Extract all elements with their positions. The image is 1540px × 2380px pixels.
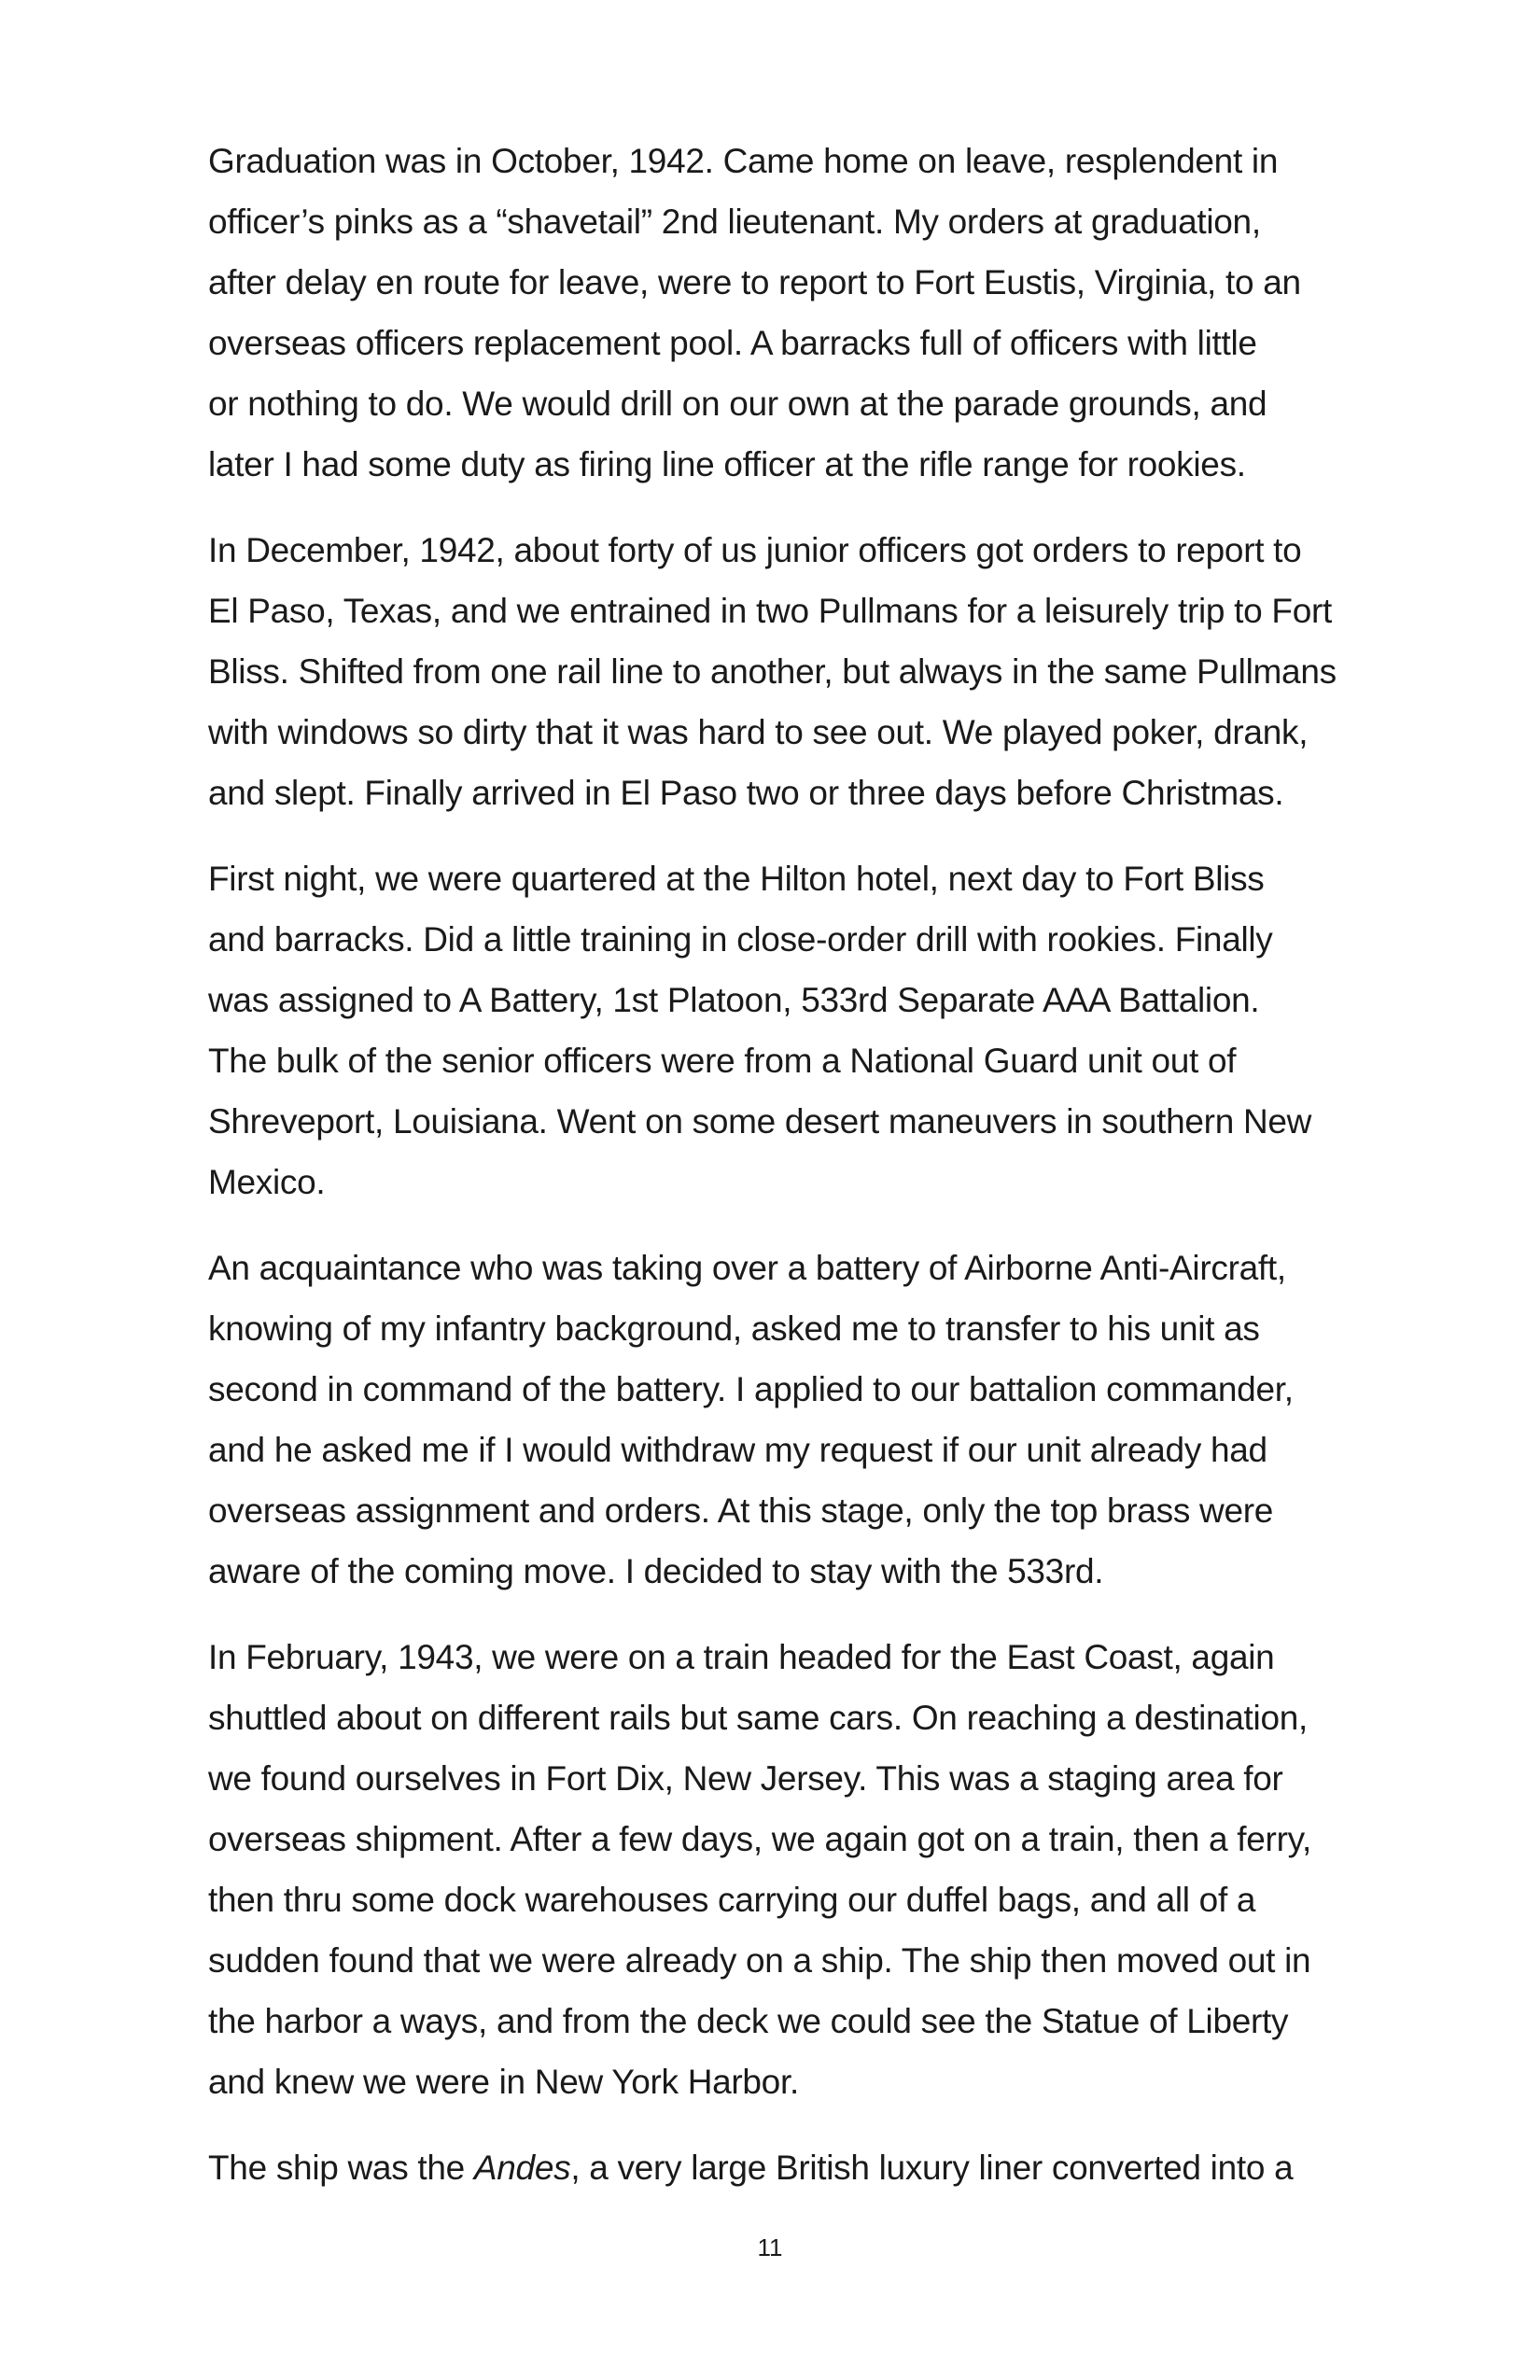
page-number: 11 — [757, 2233, 783, 2261]
ship-name-italic: Andes — [473, 2149, 571, 2187]
text-run: The ship was the — [208, 2149, 474, 2187]
paragraph: An acquaintance who was taking over a battery of Airborne Anti-Aircraft, knowing of my infantry background, asked me to transfer to his unit as second in command of the battery. I applied to our battalion commander, and he asked me if I would withdraw my request if our unit already had overseas assignment and orders. At this stage, only the top brass were aware of the coming move. I decided to stay with the 533rd. — [208, 1249, 1294, 1590]
paragraph: First night, we were quartered at the Hilton hotel, next day to Fort Bliss and barracks. Did a little training in close-order drill with rookies. Finally was assigned to A Battery, 1st Platoon, 533rd Separate AAA Battalion. The bulk of the senior officers were from a National Guard unit out of Shreveport, Louisiana. Went on some desert maneuvers in southern New Mexico. — [208, 860, 1312, 1201]
paragraph: In December, 1942, about forty of us junior officers got orders to report to El Paso, Texas, and we entrained in two Pullmans for a leisurely trip to Fort Bliss. Shifted from one rail line to another, but always in the same Pullmans with windows so dirty that it was hard to see out. We played poker, drank, and slept. Finally arrived in El Paso two or three days before Christmas. — [208, 531, 1337, 812]
paragraph-last — [208, 2137, 1356, 2198]
paragraph: Graduation was in October, 1942. Came home on leave, resplendent in officer’s pinks as a “shavetail” 2nd lieutenant. My orders at graduation, after delay en route for leave, were to report to Fort Eustis, Virginia, to an overseas officers replacement pool. A barracks full of officers with little or nothing to do. We would drill on our own at the parade grounds, and later I had some duty as firing line officer at the rifle range for rookies. — [208, 142, 1301, 483]
paragraph: In February, 1943, we were on a train headed for the East Coast, again shuttled about on different rails but same cars. On reaching a destination, we found ourselves in Fort Dix, New Jersey. This was a staging area for overseas shipment. After a few days, we again got on a train, then a ferry, then thru some dock warehouses carrying our duffel bags, and all of a sudden found that we were already on a ship. The ship then moved out in the harbor a ways, and from the deck we could see the Statue of Liberty and knew we were in New York Harbor. — [208, 1638, 1312, 2101]
text-run: , a very large British luxury liner converted into a — [570, 2149, 1294, 2187]
page-body — [208, 131, 1356, 2223]
